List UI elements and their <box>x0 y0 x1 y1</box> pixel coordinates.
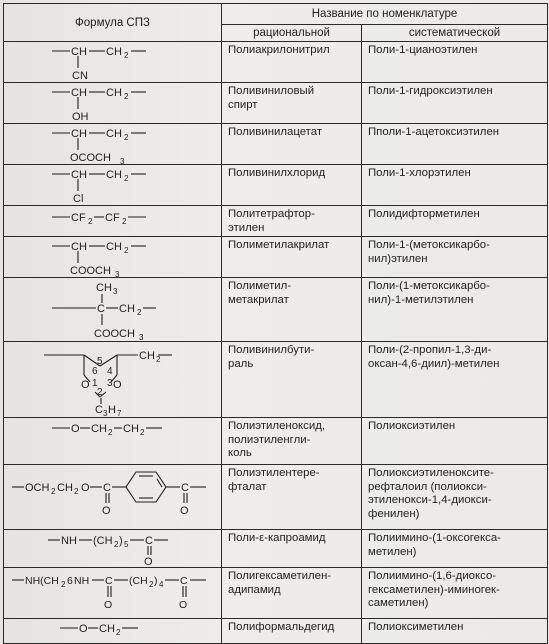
systematic-name: Полиоксиметилен <box>362 619 548 644</box>
formula-atom: CH <box>106 87 122 99</box>
formula-atom: OCH <box>25 482 50 495</box>
formula-cell <box>4 165 222 206</box>
formula-subscript: 2 <box>108 428 113 438</box>
formula-atom: O <box>144 556 153 568</box>
formula-subscript: 2 <box>114 540 119 550</box>
formula-atom: CH <box>71 169 87 181</box>
systematic-name: Поли-1-цианоэтилен <box>362 42 548 83</box>
formula-cell <box>4 342 222 418</box>
formula-cell <box>4 465 222 530</box>
structural-formula <box>4 530 220 567</box>
formula-atom: CH <box>71 128 87 140</box>
formula-atom: O <box>81 379 90 392</box>
formula-atom: C <box>105 575 113 588</box>
table-row <box>4 418 548 465</box>
systematic-name: Полиоксиэтиленоксите- рефталоил (полиокси- этиленокси-1,4-диокси- фенилен) <box>362 465 548 530</box>
formula-atom: COOCH <box>70 265 111 278</box>
formula-atom: O <box>81 482 90 495</box>
formula-atom: (CH <box>129 575 148 588</box>
formula-atom: ) <box>119 535 123 548</box>
formula-subscript: 2 <box>74 487 79 497</box>
formula-atom: CH <box>139 350 155 363</box>
formula-subscript: 4 <box>159 580 164 590</box>
formula-ring-number: 2 <box>97 387 103 399</box>
formula-subscript: 2 <box>124 133 129 142</box>
formula-atom: O <box>104 599 113 612</box>
formula-ring-number: 3 <box>107 378 113 390</box>
rational-name: Полиэтилентере- фталат <box>222 465 362 530</box>
structural-formula <box>4 206 220 236</box>
formula-subscript: 2 <box>124 174 129 183</box>
formula-atom: C <box>103 482 111 495</box>
formula-subscript: 2 <box>88 217 93 226</box>
formula-cell <box>4 568 222 619</box>
formula-subscript: 2 <box>122 217 127 226</box>
rational-name: Поливинилбути- раль <box>222 342 362 418</box>
formula-subscript: 2 <box>124 246 129 256</box>
formula-atom: OCOCH <box>70 152 111 164</box>
table-row <box>4 83 548 124</box>
formula-atom: (CH <box>93 535 113 548</box>
systematic-name: Пполи-1-ацетоксиэтилен <box>362 124 548 165</box>
table-row <box>4 206 548 237</box>
formula-cell <box>4 619 222 644</box>
formula-atom: CF <box>105 212 120 224</box>
formula-subscript: 3 <box>115 270 120 278</box>
formula-cell <box>4 237 222 278</box>
formula-subscript: 2 <box>140 428 145 438</box>
rational-name: Полиметилакрилат <box>222 237 362 278</box>
structural-formula <box>4 124 220 164</box>
formula-atom: ) <box>154 575 158 588</box>
structural-formula <box>4 619 220 643</box>
systematic-name: Полиимино-(1-оксогекса- метилен) <box>362 530 548 568</box>
formula-subscript: 3 <box>139 333 144 342</box>
table-row <box>4 465 548 530</box>
formula-ring-number: 4 <box>107 366 113 378</box>
formula-subscript: 2 <box>116 628 121 638</box>
formula-atom: OH <box>72 111 89 123</box>
structural-formula <box>4 237 220 277</box>
table-row <box>4 278 548 342</box>
formula-atom: CH <box>99 623 115 636</box>
formula-atom: CH <box>119 303 135 316</box>
formula-subscript: 6 <box>67 575 73 588</box>
formula-atom: CH <box>71 46 87 58</box>
formula-atom: CH <box>96 282 112 295</box>
structural-formula <box>4 465 220 529</box>
table-row <box>4 619 548 644</box>
formula-atom: C <box>181 482 189 495</box>
formula-subscript: 7 <box>117 409 122 418</box>
formula-subscript: 2 <box>51 487 56 497</box>
formula-atom: O <box>180 505 189 518</box>
formula-atom: C <box>180 575 188 588</box>
systematic-name: Полидифторметилен <box>362 206 548 237</box>
formula-atom: CH <box>106 169 122 181</box>
formula-ring-number: 1 <box>92 378 98 390</box>
formula-atom: CH <box>123 423 139 436</box>
formula-cell <box>4 206 222 237</box>
header-row-1 <box>4 4 548 25</box>
formula-atom: NH <box>74 575 90 588</box>
formula-subscript: 2 <box>124 92 129 101</box>
formula-cell <box>4 278 222 342</box>
table-row <box>4 42 548 83</box>
header-systematic: систематической <box>362 25 548 42</box>
rational-name: Поливинилхлорид <box>222 165 362 206</box>
formula-atom: C <box>95 404 103 417</box>
structural-formula <box>4 83 220 123</box>
rational-name: Полиформальдегид <box>222 619 362 644</box>
systematic-name: Поли-1-(метоксикарбо- нил)этилен <box>362 237 548 278</box>
formula-atom: O <box>79 623 88 636</box>
formula-subscript: 5 <box>124 540 129 550</box>
table-row <box>4 568 548 619</box>
rational-name: Полиметил- метакрилат <box>222 278 362 342</box>
formula-atom: NH(CH <box>25 575 59 588</box>
formula-atom: O <box>102 505 111 518</box>
header-rational: рациональной <box>222 25 362 42</box>
formula-ring-number: 6 <box>92 366 98 378</box>
formula-subscript: 3 <box>113 287 118 297</box>
formula-atom: O <box>71 423 80 436</box>
table-row <box>4 530 548 568</box>
formula-atom: CH <box>106 128 122 140</box>
formula-atom: C <box>145 535 153 548</box>
formula-atom: O <box>113 379 122 392</box>
formula-subscript: 2 <box>149 580 154 590</box>
systematic-name: Поли-1-гидроксиэтилен <box>362 83 548 124</box>
rational-name: Полиэтиленоксид, полиэтиленгли- коль <box>222 418 362 465</box>
formula-cell <box>4 530 222 568</box>
formula-cell <box>4 83 222 124</box>
rational-name: Полигексаметилен- адипамид <box>222 568 362 619</box>
table-row <box>4 342 548 418</box>
formula-cell <box>4 418 222 465</box>
formula-atom: CH <box>91 423 107 436</box>
systematic-name: Поли-(1-метоксикарбо- нил)-1-метилэтилен <box>362 278 548 342</box>
formula-atom: C <box>97 303 105 316</box>
systematic-name: Поли-1-хлорэтилен <box>362 165 548 206</box>
systematic-name: Полиоксиэтилен <box>362 418 548 465</box>
formula-atom: NH <box>61 535 77 548</box>
formula-atom: COOCH <box>94 328 135 341</box>
formula-subscript: 3 <box>120 157 125 164</box>
rational-name: Поливиниловый спирт <box>222 83 362 124</box>
structural-formula <box>4 165 220 205</box>
systematic-name: Полиимино-(1,6-диоксо- гексаметилен)-иминогек- саметилен) <box>362 568 548 619</box>
formula-subscript: 2 <box>61 580 66 590</box>
structural-formula <box>4 418 220 464</box>
table-row <box>4 237 548 278</box>
rational-name: Поливинилацетат <box>222 124 362 165</box>
formula-atom: CH <box>57 482 73 495</box>
formula-subscript: 3 <box>103 409 108 418</box>
formula-subscript: 2 <box>124 51 129 60</box>
table-row <box>4 124 548 165</box>
rational-name: Политетрафтор- этилен <box>222 206 362 237</box>
formula-atom: CH <box>71 87 87 99</box>
formula-atom: H <box>108 404 116 417</box>
header-formula: Формула СПЗ <box>4 4 222 42</box>
formula-atom: CH <box>71 241 87 254</box>
structural-formula <box>4 278 220 341</box>
formula-atom: CH <box>106 241 122 254</box>
formula-cell <box>4 124 222 165</box>
systematic-name: Поли-(2-пропил-1,3-ди- оксан-4,6-диил)-метилен <box>362 342 548 418</box>
formula-atom: Cl <box>73 193 84 205</box>
formula-atom: CF <box>71 212 86 224</box>
formula-atom: CN <box>72 70 88 82</box>
header-name: Название по номенклатуре <box>222 4 548 25</box>
structural-formula <box>4 42 220 82</box>
formula-subscript: 2 <box>137 308 142 318</box>
nomenclature-table <box>3 3 548 644</box>
formula-ring-number: 5 <box>97 356 103 368</box>
formula-atom: O <box>179 599 188 612</box>
structural-formula <box>4 568 220 618</box>
rational-name: Полиакрилонитрил <box>222 42 362 83</box>
formula-atom: CH <box>106 46 122 58</box>
table-row <box>4 165 548 206</box>
rational-name: Поли-ε-капроамид <box>222 530 362 568</box>
formula-subscript: 2 <box>156 355 161 365</box>
structural-formula <box>4 342 220 417</box>
formula-cell <box>4 42 222 83</box>
